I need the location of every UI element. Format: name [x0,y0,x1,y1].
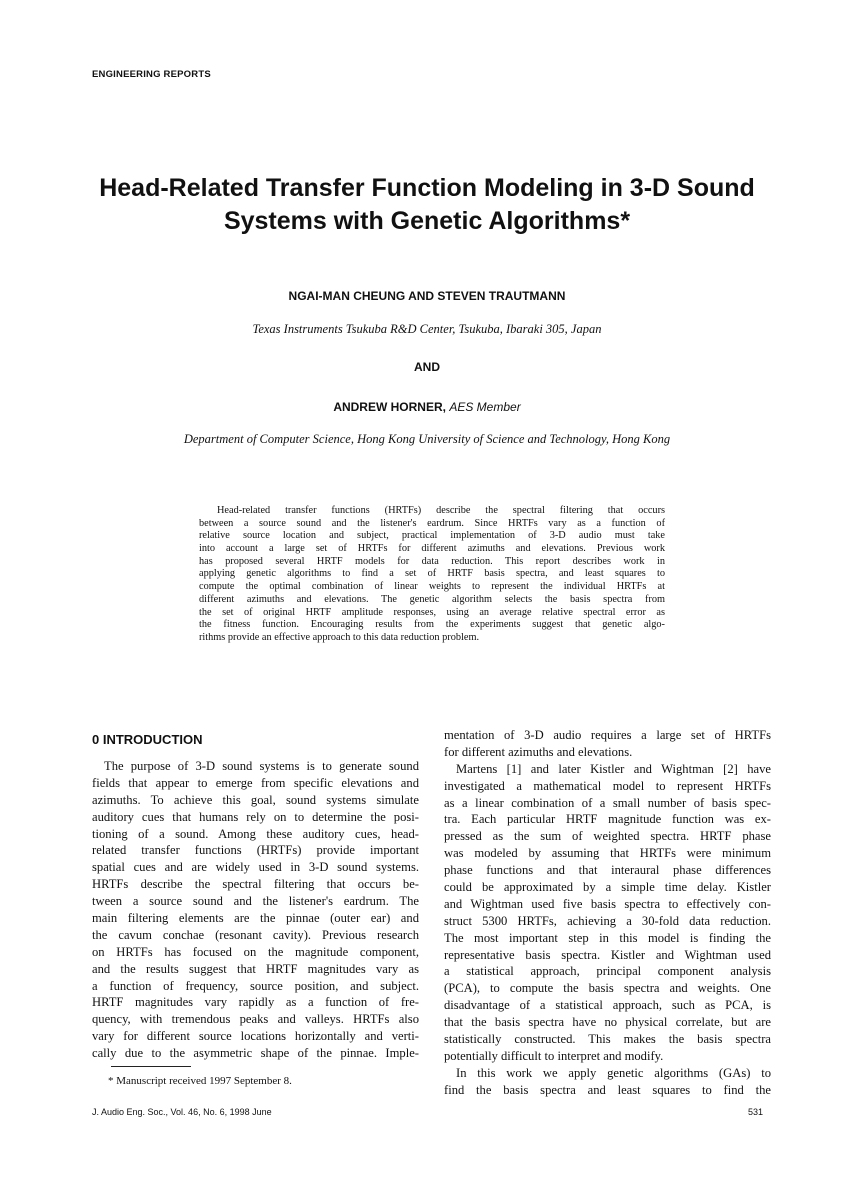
body-text-line: main filtering elements are the pinnae (outer ear) and [92,911,419,926]
body-text-line: and Wightman used five basis spectra to effectively con- [444,896,771,911]
body-text-line: The most important step in this model is finding the [444,930,771,945]
body-text-line: phase functions and that interaural phase differences [444,863,771,878]
abstract-line: has proposed several HRTF models for data reduction. This report describes work in [199,555,665,567]
author-3-membership: AES Member [449,400,521,414]
page-number: 531 [748,1107,764,1117]
body-text-line: the cavum conchae (resonant cavity). Previous research [92,927,419,942]
body-text-line: investigated a mathematical model to represent HRTFs [444,778,771,793]
body-text-line: In this work we apply genetic algorithms (GAs) to [456,1065,771,1080]
body-text-line: tioning of a sound. Among these auditory cues, head- [92,826,419,841]
abstract [199,505,665,645]
abstract-line: relative source location and subject, practical implementation of 3-D audio must take [199,530,665,542]
right-column-text [444,727,771,1099]
left-column-text [92,758,419,1062]
title-line-2: Systems with Genetic Algorithms* [223,207,631,235]
body-text-line: azimuths. To achieve this goal, sound systems simulate [92,792,419,807]
body-text-line: representative basis spectra. Kistler and Wightman used [444,947,771,962]
body-text-line: that the basis spectra have no physical correlate, but are [444,1015,771,1030]
footer-journal: J. Audio Eng. Soc., Vol. 46, No. 6, 1998 June [92,1107,272,1117]
body-text-line: HRTFs describe the spectral filtering that occurs be- [92,877,419,892]
abstract-line: compute the optimal combination of linear weights to represent the individual HRTFs at [199,581,665,593]
left-column [92,732,419,1062]
abstract-line: the fitness function. Encouraging results from the experiments suggest that genetic algo- [199,619,665,631]
body-text-line: potentially difficult to interpret and modify. [444,1048,664,1063]
body-text-line: The purpose of 3-D sound systems is to generate sound [104,759,419,773]
body-text-line: spatial cues and are widely used in 3-D sound systems. [92,860,419,875]
paper-title [60,172,794,238]
body-text-line: (PCA), to compute the basis spectra and weights. One [444,981,771,996]
abstract-line: applying genetic algorithms to find a set of HRTF basis spectra, and least squares to [199,568,665,580]
body-text-line: for different azimuths and elevations. [444,744,633,759]
authors-and: AND [414,360,440,374]
affiliation-2: Department of Computer Science, Hong Kong University of Science and Technology, Hong Kong [183,432,671,446]
title-line-1: Head-Related Transfer Function Modeling in 3-D Sound [99,174,755,202]
affiliation-1: Texas Instruments Tsukuba R&D Center, Tsukuba, Ibaraki 305, Japan [252,322,602,336]
abstract-line: different azimuths and elevations. The genetic algorithm selects the basis spectra from [199,593,665,605]
body-text-line: and the results suggest that HRTF magnitudes vary as [92,961,419,976]
section-heading: 0 INTRODUCTION [92,732,203,747]
body-text-line: pressed as the sum of weighted spectra. HRTF phase [444,829,771,844]
body-text-line: cally due to the asymmetric shape of the pinnae. Imple- [92,1046,419,1061]
footnote: * Manuscript received 1997 September 8. [108,1075,292,1087]
author-3-name: ANDREW HORNER, [333,400,446,414]
body-text-line: find the basis spectra and least squares to find the [444,1082,771,1097]
body-text-line: could be approximated by a simple time delay. Kistler [444,880,771,895]
body-text-line: Martens [1] and later Kistler and Wightman [2] have [456,761,771,776]
running-head: ENGINEERING REPORTS [92,69,211,80]
footnote-rule [111,1066,191,1067]
abstract-line: Head-related transfer functions (HRTFs) describe the spectral filtering that occurs [217,505,665,516]
body-text-line: quency, with tremendous peaks and valleys. HRTFs also [92,1012,419,1027]
abstract-line: the set of original HRTF amplitude responses, using an average relative spectral error as [199,606,665,618]
body-text-line: statistically constructed. This makes the basis spectra [444,1032,771,1047]
body-text-line: vary for different source locations horizontally and verti- [92,1029,419,1044]
body-text-line: as a linear combination of a small number of basis spec- [444,795,771,810]
body-text-line: mentation of 3-D audio requires a large set of HRTFs [444,728,771,742]
body-text-line: fields that appear to emerge from specific elevations and [92,775,419,790]
body-text-line: auditory cues that humans rely on to determine the posi- [92,809,419,824]
abstract-line: rithms provide an effective approach to this data reduction problem. [199,631,480,643]
body-text-line: on HRTFs has focused on the magnitude component, [92,944,419,959]
body-text-line: struct 5300 HRTFs, achieving a 30-fold data reduction. [444,913,771,928]
body-text-line: disadvantage of a statistical approach, such as PCA, is [444,998,771,1013]
author-3 [0,400,854,414]
body-text-line: a statistical approach, principal component analysis [444,964,771,979]
abstract-line: into account a large set of HRTFs for different azimuths and elevations. Previous work [199,543,665,555]
body-text-line: HRTF magnitudes vary rapidly as a function of fre- [92,995,419,1010]
body-text-line: a function of frequency, source position, and subject. [92,978,419,993]
body-text-line: related transfer functions (HRTFs) provide important [92,843,419,858]
body-text-line: was modeled by assuming that HRTFs were minimum [444,846,771,861]
abstract-line: between a source sound and the listener's eardrum. Since HRTFs vary as a function of [199,517,665,529]
body-text-line: tra. Each particular HRTF magnitude function was ex- [444,812,771,827]
body-text-line: tween a source sound and the listener's eardrum. The [92,894,419,909]
authors-group-1: NGAI-MAN CHEUNG AND STEVEN TRAUTMANN [288,289,566,303]
